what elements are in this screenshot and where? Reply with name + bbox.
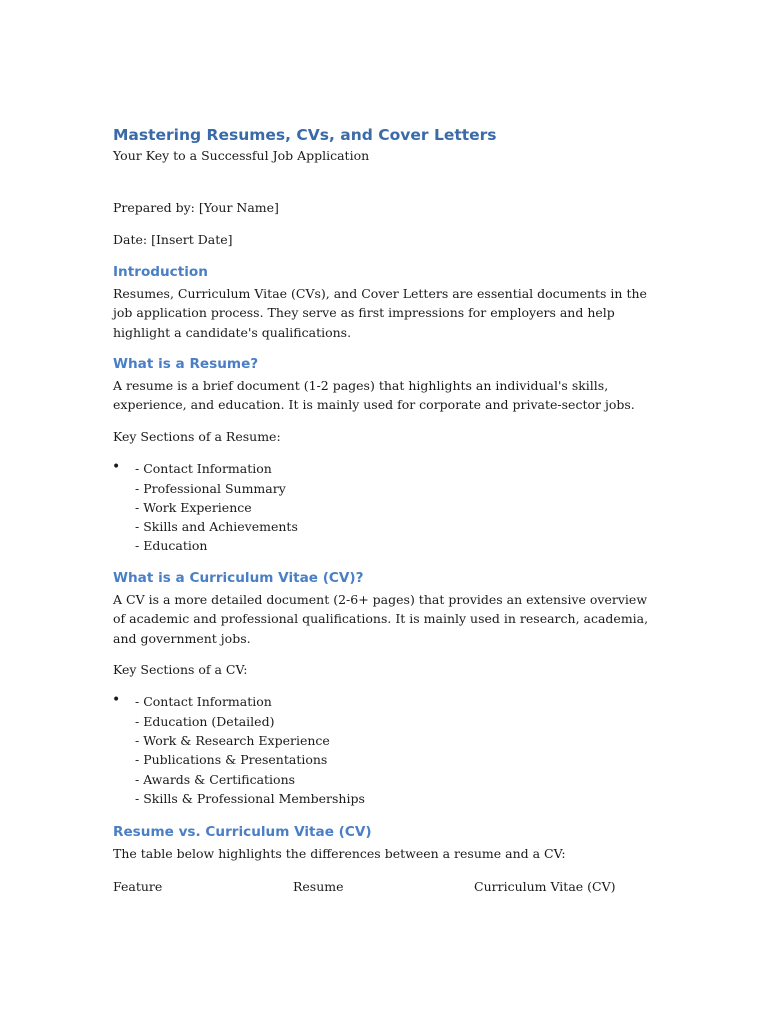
list-item: - Awards & Certifications (135, 771, 296, 787)
table-header-feature: Feature (113, 878, 163, 894)
table-header-cv: Curriculum Vitae (CV) (474, 878, 616, 894)
table-header-row (113, 877, 653, 896)
cv-paragraph: A CV is a more detailed document (2-6+ pages) that provides an extensive overview of academic and professional qualifications. It is mainly used in research, academia, and government jobs. (113, 591, 649, 646)
intro-paragraph: Resumes, Curriculum Vitae (CVs), and Cover Letters are essential documents in the job application process. They serve as first impressions for employers and help highlight a candidate's qualifications. (113, 285, 647, 340)
list-item: - Work & Research Experience (135, 732, 330, 748)
resume-sections-list (113, 459, 653, 555)
heading-introduction: Introduction (113, 263, 208, 280)
heading-resume: What is a Resume? (113, 356, 259, 373)
comparison-paragraph: The table below highlights the differences between a resume and a CV: (113, 846, 566, 862)
document-page (113, 124, 653, 896)
list-item: - Skills and Achievements (135, 519, 298, 535)
list-item: - Work Experience (135, 499, 252, 515)
document-title: Mastering Resumes, CVs, and Cover Letters (113, 126, 497, 144)
list-item: - Publications & Presentations (135, 752, 328, 768)
list-item: - Contact Information (135, 694, 272, 710)
cv-sections-label: Key Sections of a CV: (113, 661, 248, 677)
prepared-by: Prepared by: [Your Name] (113, 200, 279, 215)
resume-paragraph: A resume is a brief document (1-2 pages) that highlights an individual's skills, experience, and education. It is mainly used for corporate and private-sector jobs. (113, 378, 635, 413)
list-item: - Education (Detailed) (135, 713, 275, 729)
table-header-resume: Resume (293, 878, 344, 894)
document-subtitle: Your Key to a Successful Job Application (113, 148, 370, 163)
list-item: - Professional Summary (135, 480, 286, 496)
heading-cv: What is a Curriculum Vitae (CV)? (113, 569, 364, 586)
list-item: - Education (135, 538, 208, 554)
resume-sections-label: Key Sections of a Resume: (113, 428, 281, 444)
bullet-marker: • (112, 459, 121, 476)
bullet-marker: • (112, 692, 121, 709)
list-item: - Skills & Professional Memberships (135, 790, 365, 806)
cv-sections-list (113, 692, 653, 808)
document-date: Date: [Insert Date] (113, 232, 233, 248)
list-item: - Contact Information (135, 461, 272, 477)
heading-comparison: Resume vs. Curriculum Vitae (CV) (113, 824, 372, 841)
